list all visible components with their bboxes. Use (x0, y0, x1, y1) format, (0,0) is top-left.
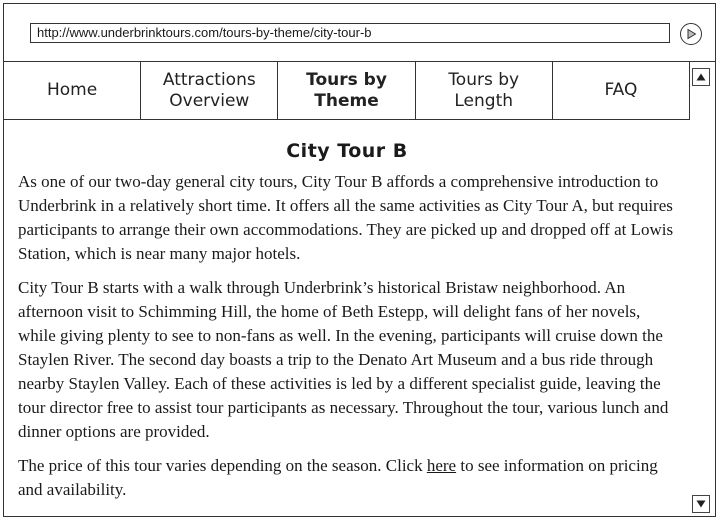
tab-tours-by-theme[interactable] (278, 62, 415, 119)
pricing-text-before: The price of this tour varies depending on the season. Click (18, 456, 427, 475)
tab-attractions-label-1: Attractions (162, 69, 256, 90)
tab-theme-label-1: Tours by (306, 69, 387, 90)
pricing-here-link[interactable]: here (426, 456, 457, 475)
tab-home-label: Home (47, 80, 98, 100)
play-circle-icon (685, 28, 697, 40)
tab-theme-label-2: Theme (314, 90, 379, 111)
browser-window (3, 3, 716, 517)
main-nav (4, 62, 690, 120)
page-title: City Tour B (286, 140, 408, 162)
paragraph-itinerary: City Tour B starts with a walk through Underbrink’s historical Bristaw neighborhood. An afternoon visit to Schimming Hill, the home of Beth Estepp, will delight fans of her novels, while giving plenty to see to non-fans as well. In the evening, participants will cruise down the Staylen River. The second day boasts a trip to the Denato Art Museum and a bus ride through nearby Staylen Valley. Each of these activities is led by a different specialist guide, leaving the tour director free to assist tour participants as necessary. Throughout the tour, various lunch and dinner options are provided. (18, 278, 669, 441)
address-bar (4, 4, 715, 62)
paragraph-intro: As one of our two-day general city tours, City Tour B affords a comprehensive introduction to Underbrink in a relatively short time. It offers all the same activities as City Tour A, but requires participants to arrange their own accommodations. They are picked up and dropped off at Lowis Station, which is near many major hotels. (18, 172, 674, 263)
tab-tours-by-length[interactable] (416, 62, 553, 119)
pricing-text-after: to see information on pricing and availability. (18, 456, 658, 499)
tab-length-label-1: Tours by (448, 69, 520, 90)
vertical-scrollbar[interactable] (690, 62, 714, 515)
triangle-down-icon (696, 500, 706, 508)
go-button[interactable] (680, 23, 702, 45)
tab-attractions-label-2: Overview (169, 90, 250, 111)
tab-length-label-2: Length (454, 90, 514, 111)
paragraph-pricing (18, 454, 676, 502)
tab-faq-label: FAQ (604, 80, 638, 100)
tab-attractions-overview[interactable] (141, 62, 278, 119)
scroll-up-button[interactable] (692, 68, 710, 86)
page-content (4, 120, 690, 515)
url-input[interactable]: http://www.underbrinktours.com/tours-by-theme/city-tour-b (30, 23, 670, 43)
scroll-down-button[interactable] (692, 495, 710, 513)
tab-faq[interactable] (553, 62, 690, 119)
tab-home[interactable] (4, 62, 141, 119)
triangle-up-icon (696, 73, 706, 81)
